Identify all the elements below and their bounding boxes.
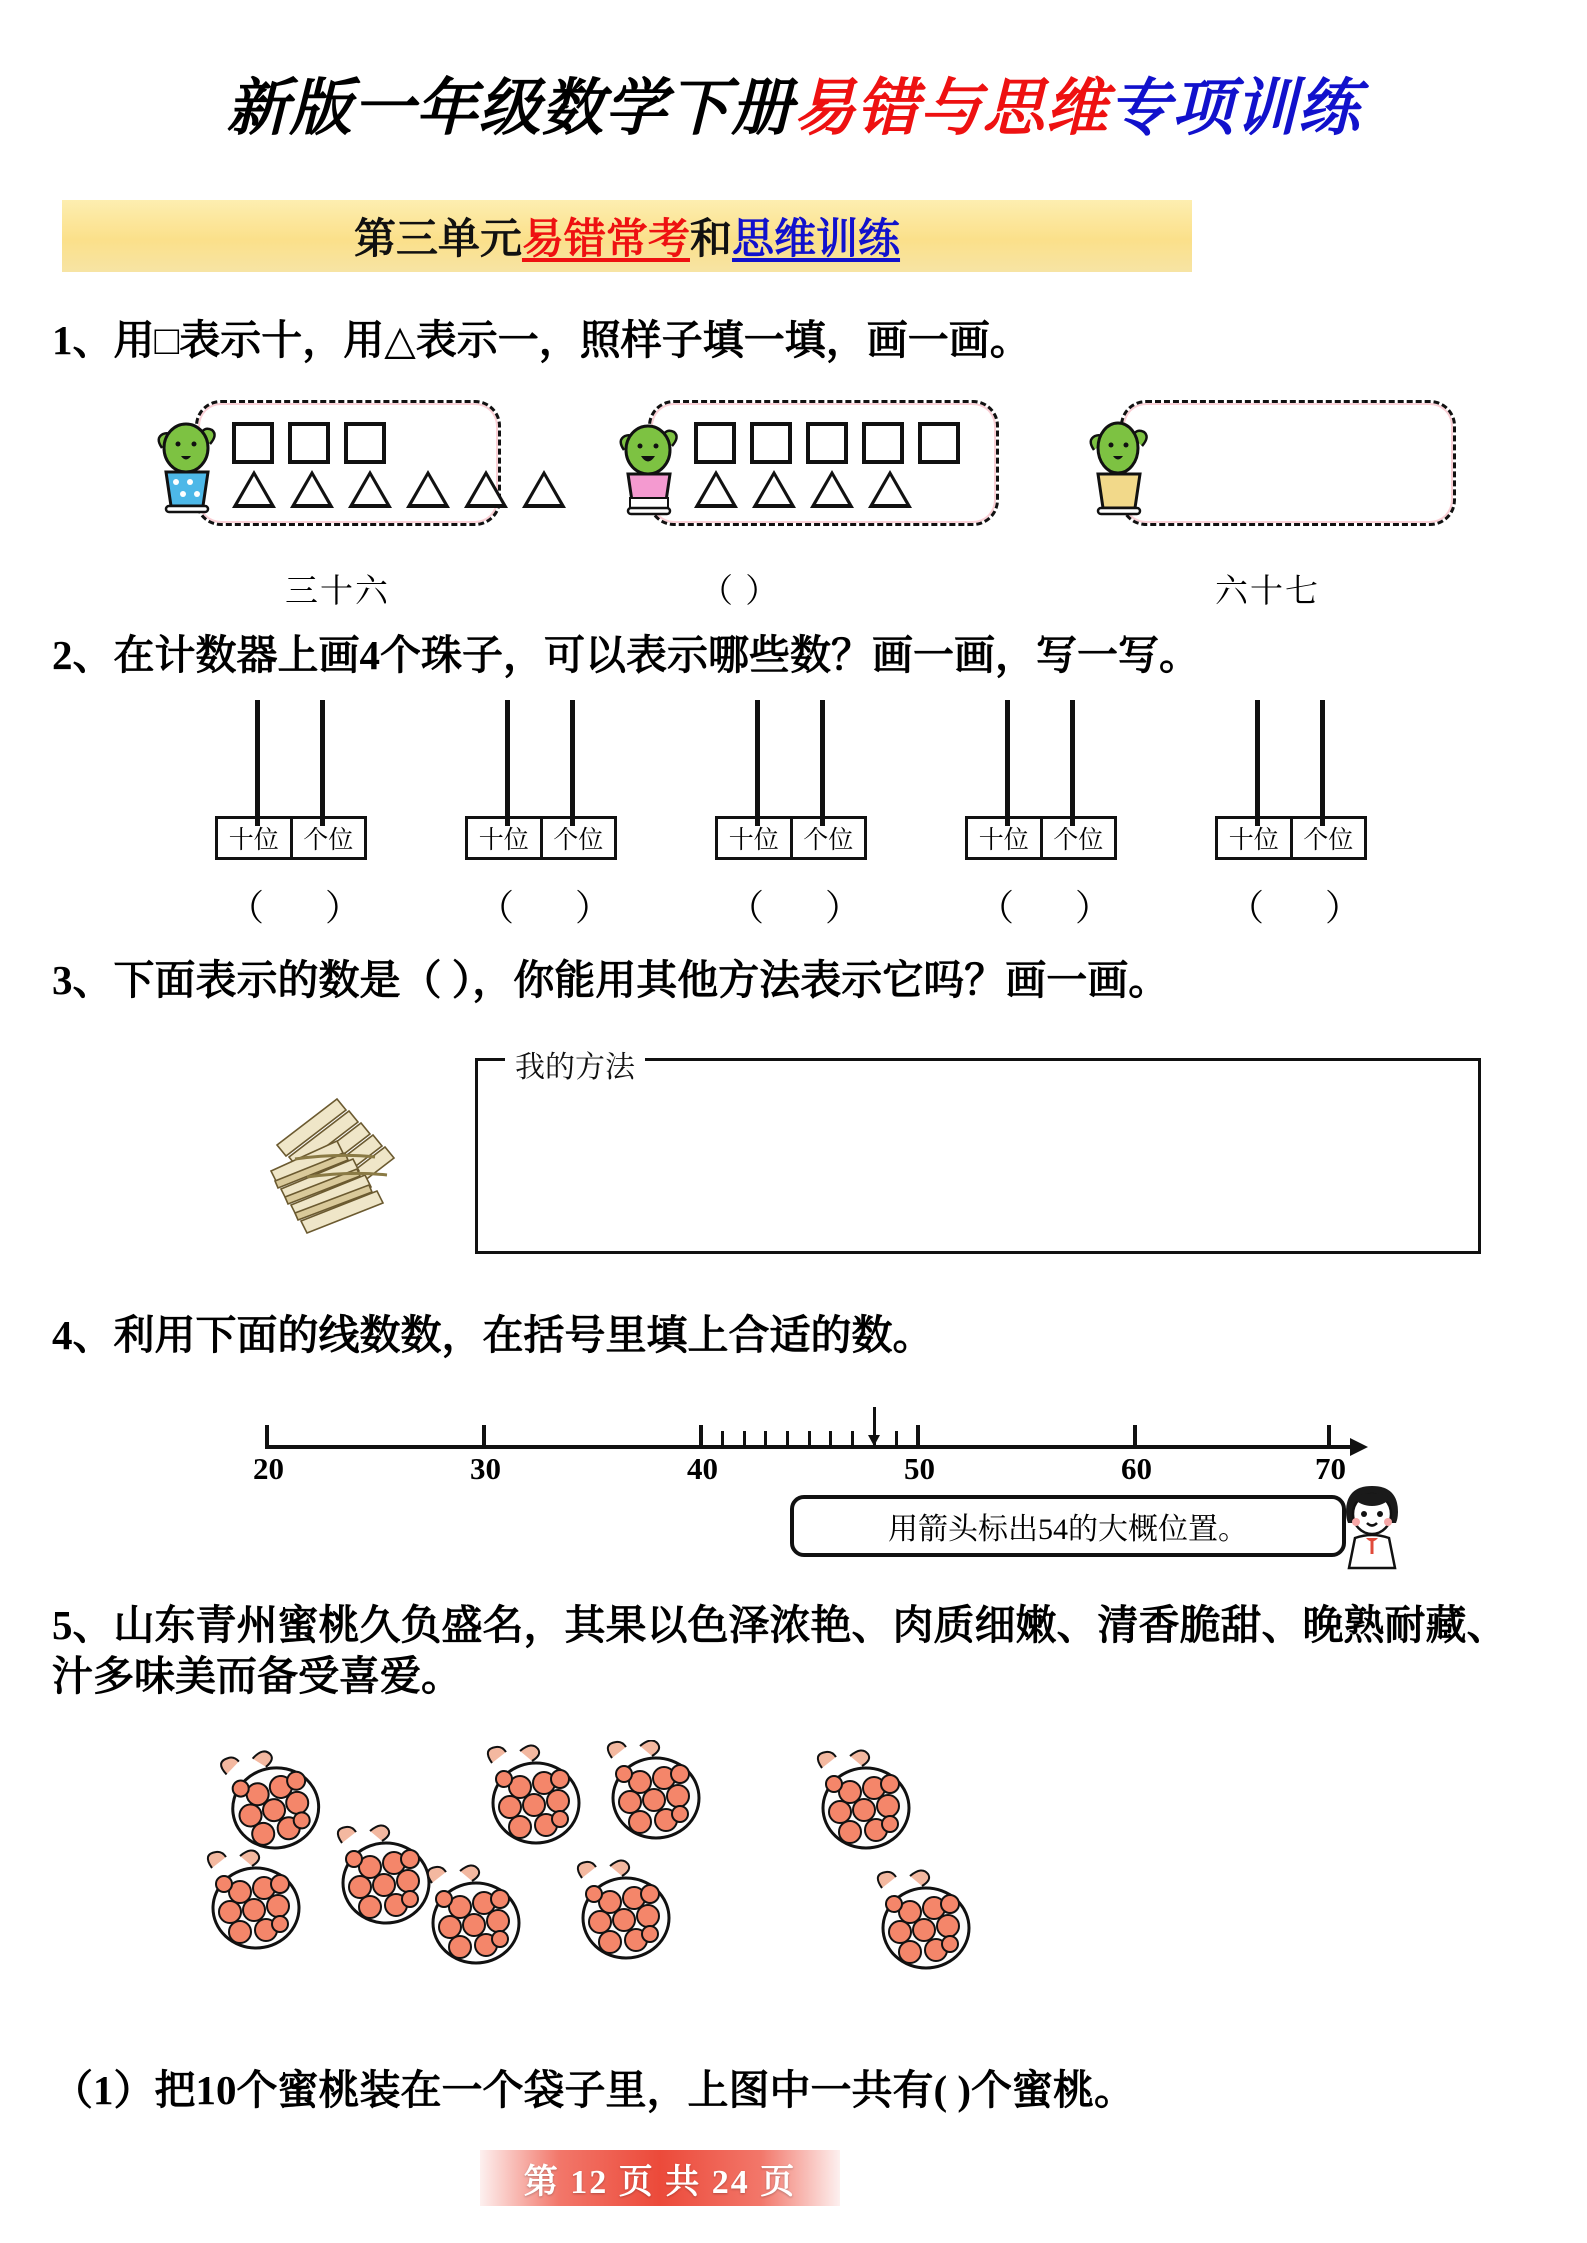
counter-label-tens: 十位 <box>468 819 543 857</box>
tick-44 <box>786 1431 789 1447</box>
unit-subtitle-bar <box>62 200 1192 272</box>
page-footer: 第 12 页 共 24 页 <box>480 2150 840 2206</box>
cactus-icon <box>610 412 686 516</box>
subtitle-conj: 和 <box>690 214 733 263</box>
counter-label-ones: 个位 <box>553 827 604 854</box>
number-line-label-20: 20 <box>253 1451 284 1486</box>
triangle-unit <box>694 470 738 508</box>
counter-label-tens: 十位 <box>718 819 793 857</box>
q1-label-3: 六十七 <box>1215 574 1320 610</box>
triangle-unit <box>522 470 566 508</box>
q1-label-2[interactable]: （ ） <box>700 574 781 610</box>
triangle-unit <box>868 470 912 508</box>
title-part-blue: 专项训练 <box>1108 71 1361 144</box>
tens-rod <box>1005 700 1010 826</box>
counter-label-ones: 个位 <box>803 827 854 854</box>
triangle-unit <box>232 470 276 508</box>
unit-subtitle <box>62 200 1192 272</box>
square-unit <box>750 422 792 464</box>
counter-2[interactable] <box>465 700 615 860</box>
ones-rod <box>1070 700 1075 826</box>
number-line-end-arrow <box>1350 1438 1368 1456</box>
square-unit <box>694 422 736 464</box>
counter-label-ones: 个位 <box>1303 827 1354 854</box>
counter-base <box>465 816 617 860</box>
ones-rod <box>820 700 825 826</box>
counter-3[interactable] <box>715 700 865 860</box>
tick-30 <box>482 1425 486 1447</box>
question-3-text: 3、下面表示的数是（ ），你能用其他方法表示它吗？画一画。 <box>52 957 1170 1003</box>
counter-4[interactable] <box>965 700 1115 860</box>
question-5-sub1-text: （1）把10个蜜桃装在一个袋子里，上图中一共有( )个蜜桃。 <box>52 2067 1136 2113</box>
number-line-label-70: 70 <box>1315 1451 1346 1486</box>
marker-arrow-head <box>868 1435 880 1446</box>
square-unit <box>288 422 330 464</box>
number-line-label-50: 50 <box>904 1451 935 1486</box>
tick-41 <box>721 1431 724 1447</box>
q2-answer-1[interactable]: （ ） <box>228 888 388 928</box>
tick-47 <box>851 1431 854 1447</box>
q4-number-line[interactable] <box>253 1415 1375 1486</box>
tick-60 <box>1133 1425 1137 1447</box>
triangle-unit <box>348 470 392 508</box>
tick-45 <box>808 1431 811 1447</box>
counter-label-ones: 个位 <box>303 827 354 854</box>
triangle-unit <box>406 470 450 508</box>
stick-bundle-icon <box>255 1085 455 1255</box>
q4-callout: 用箭头标出54的大概位置。 <box>790 1495 1346 1557</box>
tick-43 <box>764 1431 767 1447</box>
q1-label-1: 三十六 <box>285 574 390 610</box>
ones-rod <box>320 700 325 826</box>
q1-box-2-squares <box>694 422 960 464</box>
tick-70 <box>1327 1425 1331 1447</box>
tick-49 <box>895 1431 898 1447</box>
cactus-icon <box>1080 412 1156 516</box>
q1-box-2-triangles <box>694 470 912 508</box>
counter-label-ones: 个位 <box>1053 827 1104 854</box>
counter-base <box>965 816 1117 860</box>
tick-40 <box>699 1425 703 1447</box>
q2-answer-4[interactable]: （ ） <box>978 888 1138 928</box>
counter-base <box>715 816 867 860</box>
tens-rod <box>505 700 510 826</box>
title-part-black: 新版一年级数学下册 <box>226 71 794 144</box>
q2-answer-3[interactable]: （ ） <box>728 888 888 928</box>
square-unit <box>344 422 386 464</box>
tens-rod <box>1255 700 1260 826</box>
triangle-unit <box>810 470 854 508</box>
page-title <box>0 58 1587 147</box>
triangle-unit <box>464 470 508 508</box>
tens-rod <box>755 700 760 826</box>
question-4-text: 4、利用下面的线数数，在括号里填上合适的数。 <box>52 1312 934 1358</box>
square-unit <box>918 422 960 464</box>
peach-bags-illustration <box>200 1740 1360 2030</box>
tens-rod <box>255 700 260 826</box>
triangle-unit <box>290 470 334 508</box>
tick-42 <box>743 1431 746 1447</box>
q1-box-3[interactable] <box>1120 400 1456 526</box>
question-2-text: 2、在计数器上画4个珠子，可以表示哪些数？画一画，写一写。 <box>52 632 1200 678</box>
q1-box-1-triangles <box>232 470 566 508</box>
ones-rod <box>570 700 575 826</box>
square-unit <box>862 422 904 464</box>
q1-box-1-squares <box>232 422 386 464</box>
tick-50 <box>916 1425 920 1447</box>
subtitle-blue: 思维训练 <box>732 214 901 263</box>
girl-character-icon <box>1325 1478 1420 1573</box>
question-5-text: 5、山东青州蜜桃久负盛名，其果以色泽浓艳、肉质细嫩、清香脆甜、晚熟耐藏、汁多味美而备受喜爱。 <box>52 1602 1508 1700</box>
q2-answer-2[interactable]: （ ） <box>478 888 638 928</box>
tick-46 <box>829 1431 832 1447</box>
subtitle-red: 易错常考 <box>521 214 690 263</box>
square-unit <box>806 422 848 464</box>
cactus-icon <box>148 410 224 514</box>
counter-label-tens: 十位 <box>218 819 293 857</box>
subtitle-unit: 第三单元 <box>353 214 522 263</box>
question-1-text: 1、用□表示十，用△表示一，照样子填一填，画一画。 <box>52 317 1031 363</box>
q3-method-label: 我的方法 <box>505 1042 645 1086</box>
counter-label-tens: 十位 <box>968 819 1043 857</box>
q2-answer-5[interactable]: （ ） <box>1228 888 1388 928</box>
tick-20 <box>265 1425 269 1447</box>
triangle-unit <box>752 470 796 508</box>
square-unit <box>232 422 274 464</box>
counter-5[interactable] <box>1215 700 1365 860</box>
number-line-label-60: 60 <box>1121 1451 1152 1486</box>
title-part-red: 易错与思维 <box>793 71 1109 144</box>
counter-label-tens: 十位 <box>1218 819 1293 857</box>
q3-method-box[interactable] <box>475 1058 1481 1254</box>
number-line-label-40: 40 <box>687 1451 718 1486</box>
counter-base <box>1215 816 1367 860</box>
number-line-label-30: 30 <box>470 1451 501 1486</box>
ones-rod <box>1320 700 1325 826</box>
counter-base <box>215 816 367 860</box>
counter-1[interactable] <box>215 700 365 860</box>
